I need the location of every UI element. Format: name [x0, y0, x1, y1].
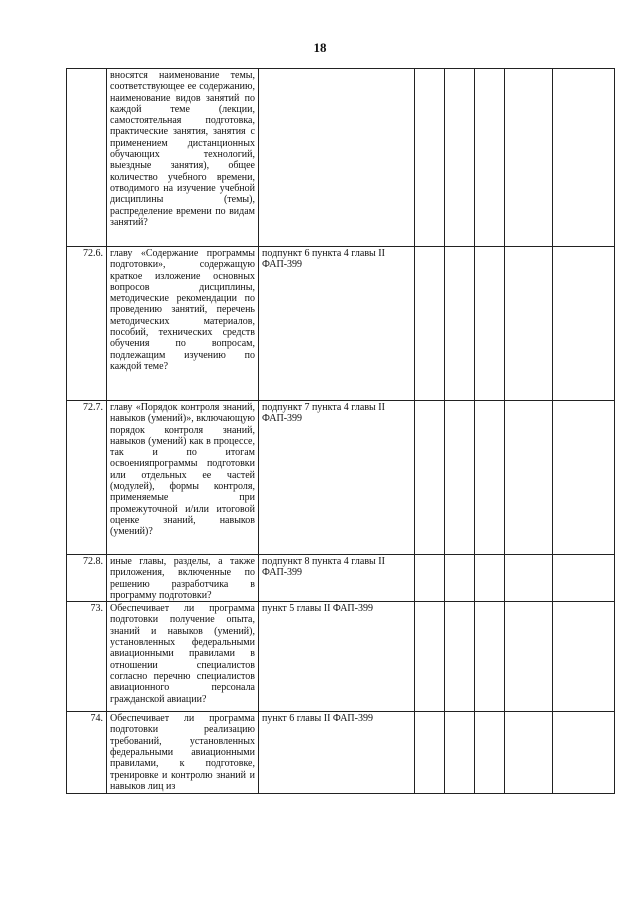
answer-cell-na: [475, 69, 505, 247]
evidence-cell: [505, 247, 553, 401]
reference-cell: подпункт 8 пункта 4 главы II ФАП-399: [259, 555, 415, 602]
evidence-cell: [505, 69, 553, 247]
table-row: [67, 69, 615, 247]
reference-cell: [259, 69, 415, 247]
comment-cell: [553, 712, 615, 794]
answer-cell-yes: [415, 555, 445, 602]
row-number: 72.7.: [67, 401, 107, 555]
question-cell: Обеспечивает ли программа подготовки реализацию требований, установленных федеральными авиационными правилами, к подготовке, тренировке и контролю знаний и навыков лиц из: [107, 712, 259, 794]
table-row: [67, 712, 615, 794]
comment-cell: [553, 555, 615, 602]
answer-cell-no: [445, 247, 475, 401]
answer-cell-no: [445, 712, 475, 794]
evidence-cell: [505, 712, 553, 794]
answer-cell-yes: [415, 69, 445, 247]
question-cell: иные главы, разделы, а также приложения, включенные по решению разработчика в программу подготовки?: [107, 555, 259, 602]
reference-cell: пункт 5 главы II ФАП-399: [259, 602, 415, 712]
evidence-cell: [505, 602, 553, 712]
comment-cell: [553, 69, 615, 247]
reference-cell: пункт 6 главы II ФАП-399: [259, 712, 415, 794]
comment-cell: [553, 401, 615, 555]
row-number: 72.6.: [67, 247, 107, 401]
answer-cell-na: [475, 401, 505, 555]
table-row: [67, 401, 615, 555]
answer-cell-yes: [415, 602, 445, 712]
row-number: 74.: [67, 712, 107, 794]
question-cell: главу «Содержание программы подготовки», содержащую краткое изложение основных вопросов дисциплины, методические рекомендации по проведению занятий, перечень методических материалов, пособий, технических средств обучения по вопросам, подлежащим изучению по каждой теме?: [107, 247, 259, 401]
reference-cell: подпункт 7 пункта 4 главы II ФАП-399: [259, 401, 415, 555]
table-row: [67, 602, 615, 712]
answer-cell-no: [445, 69, 475, 247]
answer-cell-yes: [415, 712, 445, 794]
answer-cell-no: [445, 555, 475, 602]
table-row: [67, 555, 615, 602]
answer-cell-na: [475, 602, 505, 712]
evidence-cell: [505, 555, 553, 602]
answer-cell-na: [475, 555, 505, 602]
answer-cell-na: [475, 712, 505, 794]
answer-cell-yes: [415, 401, 445, 555]
answer-cell-yes: [415, 247, 445, 401]
question-cell: Обеспечивает ли программа подготовки получение опыта, знаний и навыков (умений), установленных федеральными авиационными правилами в отношении специалистов согласно перечню специалистов авиационного персонала гражданской авиации?: [107, 602, 259, 712]
comment-cell: [553, 247, 615, 401]
answer-cell-no: [445, 401, 475, 555]
row-number: 72.8.: [67, 555, 107, 602]
row-number: [67, 69, 107, 247]
answer-cell-no: [445, 602, 475, 712]
question-cell: вносятся наименование темы, соответствующее ее содержанию, наименование видов занятий по каждой теме (лекции, самостоятельная подготовка, практические занятия, занятия с применением дистанционных обучающих технологий, выездные занятия), общее количество учебного времени, отводимого на изучение учебной дисциплины (темы), распределение времени по видам занятий?: [107, 69, 259, 247]
evidence-cell: [505, 401, 553, 555]
row-number: 73.: [67, 602, 107, 712]
question-cell: главу «Порядок контроля знаний, навыков (умений)», включающую порядок контроля знаний, навыков (умений) как в процессе, так и по итогам освоенияпрограммы подготовки или отдельных ее частей (модулей), формы контроля, применяемые при промежуточной и/или итоговой оценке знаний, навыков (умений)?: [107, 401, 259, 555]
checklist-table: [66, 68, 615, 794]
answer-cell-na: [475, 247, 505, 401]
reference-cell: подпункт 6 пункта 4 главы II ФАП-399: [259, 247, 415, 401]
page-number: 18: [313, 40, 327, 55]
table-row: [67, 247, 615, 401]
comment-cell: [553, 602, 615, 712]
